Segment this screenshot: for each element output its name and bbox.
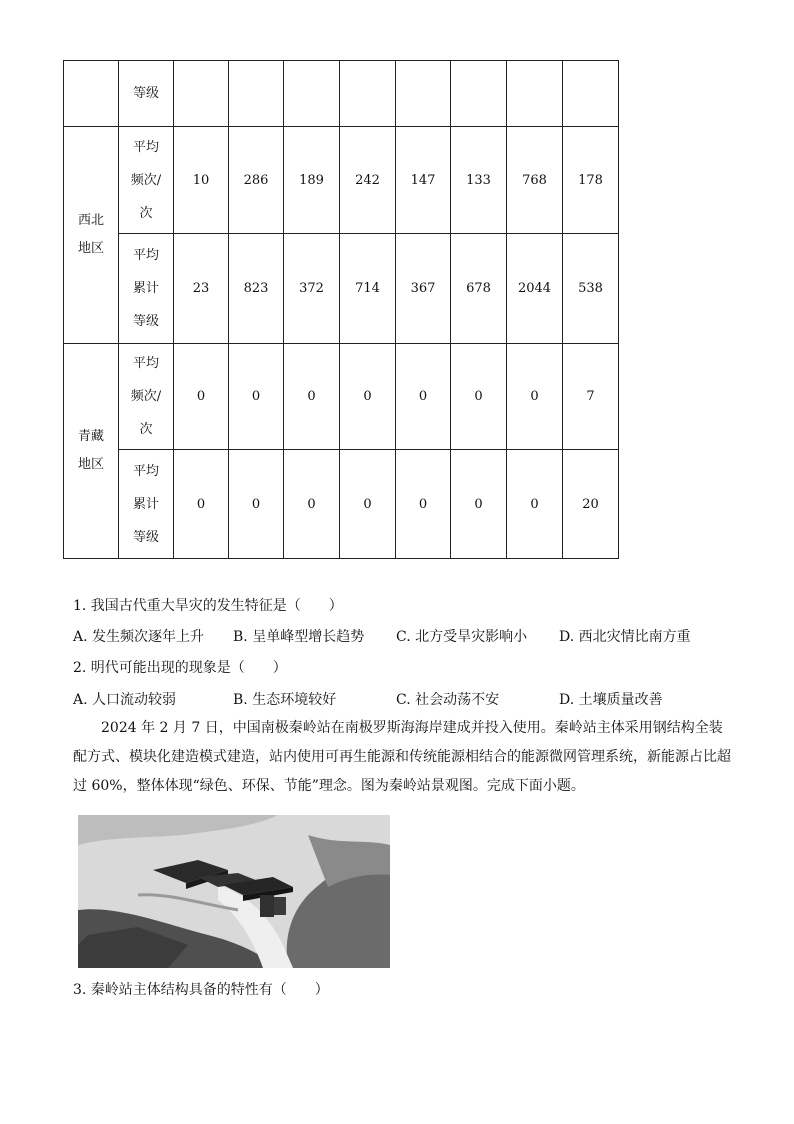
table-cell: 0	[507, 344, 563, 450]
antarctic-station-photo	[78, 815, 390, 968]
table-cell: 538	[563, 234, 619, 344]
table-cell: 178	[563, 127, 619, 234]
row-label: 等级	[119, 61, 174, 127]
table-cell: 0	[340, 450, 396, 559]
question-2-stem: 2. 明代可能出现的现象是（ ）	[73, 660, 287, 676]
option-c[interactable]: C. 社会动荡不安	[396, 692, 500, 708]
table-cell: 0	[396, 450, 451, 559]
passage-text: 2024 年 2 月 7 日，中国南极秦岭站在南极罗斯海海岸建成并投入使用。秦岭站主体采用钢结构全装配方式、模块化建造模式建造，站内使用可再生能源和传统能源相结合的能源微网管理系统，新能源占比超过 60%，整体体现“绿色、环保、节能”理念。图为秦岭站景观图。完成下面小题。	[73, 720, 731, 794]
option-b[interactable]: B. 生态环境较好	[233, 692, 337, 708]
row-label: 平均频次/次	[119, 344, 174, 450]
row-label: 平均累计等级	[119, 450, 174, 559]
table-cell: 0	[284, 344, 340, 450]
table-cell: 0	[229, 344, 284, 450]
option-a[interactable]: A. 人口流动较弱	[73, 692, 177, 708]
table-cell: 372	[284, 234, 340, 344]
table-row	[64, 450, 619, 559]
table-row	[64, 344, 619, 450]
table-cell: 823	[229, 234, 284, 344]
table-cell: 678	[451, 234, 507, 344]
question-1-stem: 1. 我国古代重大旱灾的发生特征是（ ）	[73, 598, 343, 614]
table-cell: 0	[174, 450, 229, 559]
table-cell: 189	[284, 127, 340, 234]
question-1-options	[73, 626, 753, 646]
table-cell: 0	[174, 344, 229, 450]
table-cell: 242	[340, 127, 396, 234]
table-cell: 0	[340, 344, 396, 450]
option-a[interactable]: A. 发生频次逐年上升	[73, 629, 205, 645]
table-cell: 0	[507, 450, 563, 559]
table-cell: 0	[229, 450, 284, 559]
table-cell: 367	[396, 234, 451, 344]
table-cell: 147	[396, 127, 451, 234]
question-2-options	[73, 689, 753, 709]
region-label: 西北地区	[64, 127, 119, 344]
table-cell: 133	[451, 127, 507, 234]
table-cell: 10	[174, 127, 229, 234]
option-d[interactable]: D. 土壤质量改善	[559, 692, 663, 708]
table-cell: 0	[396, 344, 451, 450]
table-cell: 0	[451, 344, 507, 450]
table-cell: 20	[563, 450, 619, 559]
option-c[interactable]: C. 北方受旱灾影响小	[396, 629, 528, 645]
table-cell: 7	[563, 344, 619, 450]
drought-data-table	[63, 60, 619, 559]
table-cell: 0	[284, 450, 340, 559]
table-row	[64, 234, 619, 344]
option-b[interactable]: B. 呈单峰型增长趋势	[233, 629, 365, 645]
row-label: 平均累计等级	[119, 234, 174, 344]
table-row	[64, 61, 619, 127]
question-3-stem: 3. 秦岭站主体结构具备的特性有（ ）	[73, 982, 329, 998]
table-cell: 714	[340, 234, 396, 344]
table-cell: 286	[229, 127, 284, 234]
option-d[interactable]: D. 西北灾情比南方重	[559, 629, 691, 645]
row-label: 平均频次/次	[119, 127, 174, 234]
table-cell: 0	[451, 450, 507, 559]
region-label: 青藏地区	[64, 344, 119, 559]
table-cell: 2044	[507, 234, 563, 344]
table-cell	[64, 61, 119, 127]
table-row	[64, 127, 619, 234]
table-cell: 768	[507, 127, 563, 234]
table-cell: 23	[174, 234, 229, 344]
